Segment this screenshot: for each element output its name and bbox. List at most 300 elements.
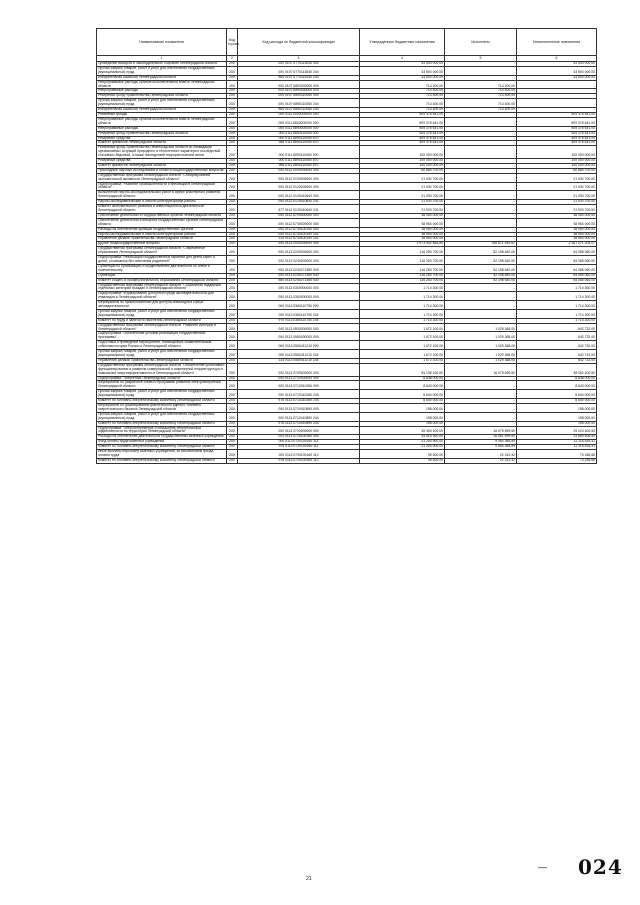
cell-approved: 8 640 000,00 [360, 399, 445, 404]
cell-line-code: 200 [227, 99, 238, 108]
table-row [97, 80, 597, 89]
cell-executed: 1 029 368,00 [445, 332, 517, 341]
cell-unexecuted: 64 085 060,00 [517, 264, 597, 273]
cell-name: Государственная программа Ленинградской области "Обеспечение устойчивого функционирования и развития коммунальной и инженерной инфраструктуры и повышение энергоэффективности в Ленинградской области" [97, 363, 227, 376]
cell-approved: 21 200 900,00 [360, 440, 445, 445]
cell-executed: 1 029 368,00 [445, 341, 517, 350]
cell-approved: 409 376 641,00 [360, 131, 445, 136]
cell-unexecuted: 1 714 300,00 [517, 292, 597, 301]
cell-class-code: 000 0113 0240000000 000 [238, 256, 360, 265]
cell-name: Комитет экономического развития и инвестиционной деятельности Ленинградской области [97, 205, 227, 214]
cell-name: Прочая закупка товаров, работ и услуг для обеспечения государственных (муниципальных) нужд [97, 309, 227, 318]
cell-unexecuted: 64 085 060,00 [517, 278, 597, 283]
cell-executed: - [445, 227, 517, 232]
cell-executed: 714 400,00 [445, 99, 517, 108]
cell-approved: 714 400,00 [360, 108, 445, 113]
cell-line-code: 200 [227, 75, 238, 80]
cell-executed: - [445, 421, 517, 426]
cell-executed: - [445, 173, 517, 182]
cell-class-code: 000 0113 0550000000 000 [238, 332, 360, 341]
cell-class-code: 000 0112 6730100150 000 [238, 227, 360, 232]
table-row [97, 363, 597, 376]
cell-approved: 38 954 000,00 [360, 237, 445, 242]
cell-class-code: 000 0113 0710000000 000 [238, 376, 360, 381]
cell-approved: 95 500,00 [360, 458, 445, 463]
cell-class-code: 000 0113 0360110750 000 [238, 301, 360, 310]
cell-name: Прикладные научные исследования в области общегосударственных вопросов [97, 168, 227, 173]
cell-approved: 1 714 300,00 [360, 318, 445, 323]
cell-class-code: 000 0112 0100000000 000 [238, 173, 360, 182]
cell-approved: 198 000,00 [360, 412, 445, 421]
cell-class-code: 000 0112 6730000000 000 [238, 218, 360, 227]
footer-dash: — [538, 862, 547, 872]
cell-executed: 786 671 440,62 [445, 242, 517, 247]
cell-class-code: 000 0113 0710410890 244 [238, 412, 360, 421]
cell-approved: 95 500,00 [360, 450, 445, 459]
cell-unexecuted: 64 085 060,00 [517, 256, 597, 265]
cell-executed: - [445, 232, 517, 237]
cell-line-code: 200 [227, 318, 238, 323]
cell-approved: 21 930 700,00 [360, 200, 445, 205]
cell-name: Комитет по топливно-энергетическому комплексу Ленинградской области [97, 445, 227, 450]
cell-name: Прочая закупка товаров, работ и услуг для обеспечения государственных (муниципальных) нужд [97, 412, 227, 421]
cell-unexecuted: 21 930 700,00 [517, 173, 597, 182]
cell-class-code: 000 0111 6890110060 870 [238, 159, 360, 164]
cell-class-code: 000 0113 0500000000 000 [238, 323, 360, 332]
cell-line-code: 200 [227, 358, 238, 363]
cell-name: Подпрограмма "Энергосбережение и повышение энергетической эффективности на территории Ленинградской области" [97, 426, 227, 435]
cell-line-code: 200 [227, 421, 238, 426]
cell-name: Резервный фонд Правительства Ленинградской области [97, 131, 227, 136]
cell-line-code: 200 [227, 435, 238, 440]
cell-class-code: 000 0113 0550411210 244 [238, 350, 360, 359]
cell-executed: 52 198 640,00 [445, 256, 517, 265]
cell-name: Прочая закупка товаров, работ и услуг для обеспечения государственных (муниципальных) нужд [97, 350, 227, 359]
cell-executed: - [445, 376, 517, 381]
cell-unexecuted: 198 000,00 [517, 421, 597, 426]
cell-line-code: 200 [227, 341, 238, 350]
cell-approved: 54 138 100,00 [360, 363, 445, 376]
cell-executed: - [445, 213, 517, 218]
cell-name: Государственная программа Ленинградской области "Современное образование Ленинградской области" [97, 247, 227, 256]
cell-unexecuted: 8 640 000,00 [517, 390, 597, 399]
cell-line-code: 200 [227, 323, 238, 332]
cell-name: Мероприятие по формированию фактического единого топливно-энергетического баланса Ленинградской области [97, 403, 227, 412]
cell-executed: 714 400,00 [445, 108, 517, 113]
cell-unexecuted: 409 376 641,00 [517, 141, 597, 146]
cell-unexecuted: 642 732,00 [517, 350, 597, 359]
cell-line-code: 200 [227, 242, 238, 247]
cell-executed: - [445, 200, 517, 205]
cell-executed: - [445, 403, 517, 412]
cell-executed: - [445, 381, 517, 390]
cell-approved: 509 376 641,00 [360, 112, 445, 117]
cell-unexecuted: 409 376 641,00 [517, 131, 597, 136]
header-approved: Утвержденные бюджетные назначения [360, 29, 445, 56]
cell-class-code: 970 0113 0360110750 244 [238, 318, 360, 323]
header-num: 4 [360, 56, 445, 62]
cell-line-code: 200 [227, 309, 238, 318]
cell-line-code: 200 [227, 450, 238, 459]
cell-line-code: 200 [227, 117, 238, 126]
cell-class-code: 000 0111 6890110060 000 [238, 146, 360, 159]
cell-line-code: 200 [227, 237, 238, 242]
budget-execution-table [96, 28, 597, 464]
cell-unexecuted: 73 186,68 [517, 450, 597, 459]
cell-unexecuted: 642 732,00 [517, 358, 597, 363]
cell-approved: 1 672 100,00 [360, 358, 445, 363]
cell-unexecuted: 64 085 060,00 [517, 273, 597, 278]
cell-executed: - [445, 182, 517, 191]
cell-executed: - [445, 75, 517, 80]
cell-name: Комитет по труду и занятости населения Ленинградской области [97, 318, 227, 323]
cell-class-code: 977 0112 0120410640 241 [238, 205, 360, 214]
cell-name: Прочая закупка товаров, работ и услуг для обеспечения государственных (муниципальных) нужд [97, 99, 227, 108]
cell-executed: - [445, 141, 517, 146]
cell-line-code: 200 [227, 278, 238, 283]
cell-unexecuted: - [517, 108, 597, 113]
cell-approved: 100 000 000,00 [360, 146, 445, 159]
cell-executed: - [445, 62, 517, 67]
cell-name: Фонд оплаты труда казенных учреждений [97, 440, 227, 445]
cell-executed: - [445, 66, 517, 75]
cell-approved: 509 376 641,00 [360, 126, 445, 131]
cell-executed: - [445, 283, 517, 292]
cell-line-code: 200 [227, 213, 238, 218]
cell-executed: - [445, 146, 517, 159]
cell-name: Комитет по топливно-энергетическому комплексу Ленинградской области [97, 399, 227, 404]
cell-unexecuted: 64 085 060,00 [517, 247, 597, 256]
cell-line-code: 200 [227, 159, 238, 164]
cell-class-code: 000 0113 0240271380 000 [238, 264, 360, 273]
cell-executed: - [445, 318, 517, 323]
cell-executed: 1 029 368,00 [445, 358, 517, 363]
cell-unexecuted: 8 640 000,00 [517, 381, 597, 390]
cell-unexecuted: 642 732,00 [517, 323, 597, 332]
cell-line-code: 200 [227, 256, 238, 265]
cell-line-code: 200 [227, 399, 238, 404]
cell-class-code: 980 0113 0240271380 530 [238, 278, 360, 283]
table-row [97, 218, 597, 227]
cell-class-code: 000 0111 6800000000 000 [238, 117, 360, 126]
cell-unexecuted: 1 714 300,00 [517, 309, 597, 318]
cell-line-code: 200 [227, 273, 238, 278]
cell-name: Подпрограмма "Обеспечение условий реализации государственной программы" [97, 332, 227, 341]
cell-executed: 22 313,32 [445, 450, 517, 459]
cell-line-code: 200 [227, 403, 238, 412]
cell-class-code: 000 0111 6890110050 000 [238, 131, 360, 136]
cell-unexecuted: 43 500 000,00 [517, 62, 597, 67]
cell-approved: 2 973 942 864,89 [360, 242, 445, 247]
cell-line-code: 200 [227, 301, 238, 310]
cell-name: Резервный фонд Правительства Ленинградской области по ликвидации чрезвычайных ситуаций природного и техногенного характера и последствий стихийных бедствий, а также последствий террористических актов [97, 146, 227, 159]
cell-line-code: 200 [227, 381, 238, 390]
cell-unexecuted: - [517, 94, 597, 99]
cell-approved: 116 283 700,00 [360, 278, 445, 283]
cell-executed: 1 029 368,00 [445, 323, 517, 332]
header-num: 3 [238, 56, 360, 62]
cell-unexecuted: 12 115 634,41 [517, 445, 597, 450]
cell-class-code: 000 0113 0710310260 000 [238, 381, 360, 390]
cell-name: Субвенции по организации и осуществлению деятельности по опеке и попечительству [97, 264, 227, 273]
cell-approved: 116 283 700,00 [360, 256, 445, 265]
cell-name: Субвенции [97, 273, 227, 278]
cell-line-code: 200 [227, 332, 238, 341]
cell-unexecuted: 1 714 300,00 [517, 301, 597, 310]
cell-line-code: 200 [227, 131, 238, 136]
cell-approved: 116 283 700,00 [360, 264, 445, 273]
cell-line-code: 200 [227, 94, 238, 99]
cell-name: Резервные средства [97, 136, 227, 141]
page-number: 21 [306, 876, 312, 882]
cell-class-code: 985 0107 6890110050 244 [238, 108, 360, 113]
table-row [97, 264, 597, 273]
cell-line-code: 200 [227, 363, 238, 376]
cell-line-code: 200 [227, 89, 238, 94]
cell-class-code: 978 0113 0720100160 111 [238, 445, 360, 450]
table-body [97, 62, 597, 464]
header-num: 2 [227, 56, 238, 62]
cell-unexecuted: 1 714 300,00 [517, 318, 597, 323]
cell-class-code: 000 0111 6890110050 870 [238, 136, 360, 141]
cell-executed: - [445, 159, 517, 164]
cell-name: Резервные средства [97, 159, 227, 164]
cell-approved: 21 930 700,00 [360, 173, 445, 182]
header-code-class: Код расхода по бюджетной классификации [238, 29, 360, 56]
cell-class-code: 978 0113 0710410890 244 [238, 421, 360, 426]
table-row [97, 309, 597, 318]
cell-approved: 714 400,00 [360, 80, 445, 89]
cell-approved: 8 838 000,00 [360, 376, 445, 381]
cell-unexecuted: 60 884 700,00 [517, 168, 597, 173]
cell-name: Управление делами Правительства Ленинградской области [97, 358, 227, 363]
cell-unexecuted: 100 000 000,00 [517, 163, 597, 168]
cell-approved: 1 672 100,00 [360, 332, 445, 341]
cell-class-code: 000 0113 0720100160 000 [238, 435, 360, 440]
cell-executed: - [445, 163, 517, 168]
cell-executed: 52 198 640,00 [445, 247, 517, 256]
cell-line-code: 200 [227, 173, 238, 182]
cell-line-code: 200 [227, 247, 238, 256]
cell-executed: 16 561 699,50 [445, 435, 517, 440]
cell-line-code: 200 [227, 426, 238, 435]
cell-executed: - [445, 205, 517, 214]
table-row [97, 146, 597, 159]
cell-line-code: 200 [227, 350, 238, 359]
cell-line-code: 200 [227, 182, 238, 191]
cell-executed: - [445, 191, 517, 200]
cell-unexecuted: 2 187 271 204,07 [517, 242, 597, 247]
cell-unexecuted: 12 115 634,41 [517, 440, 597, 445]
cell-unexecuted: 8 838 000,00 [517, 376, 597, 381]
cell-executed: - [445, 301, 517, 310]
cell-unexecuted: 38 062 400,50 [517, 363, 597, 376]
cell-name: Выполнение научно-исследовательских работ в сфере кластерного развития Ленинградской области [97, 191, 227, 200]
cell-class-code: 000 0112 0120410640 241 [238, 200, 360, 205]
cell-executed: - [445, 237, 517, 242]
cell-name: Непрограммные расходы [97, 89, 227, 94]
cell-unexecuted: 38 954 000,00 [517, 213, 597, 218]
cell-name: Избирательная комиссия Ленинградской области [97, 108, 227, 113]
cell-approved: 100 000 000,00 [360, 159, 445, 164]
cell-class-code: 978 0113 0720100160 112 [238, 458, 360, 463]
cell-unexecuted: - [517, 80, 597, 89]
cell-line-code: 200 [227, 227, 238, 232]
cell-approved: 39 815 300,00 [360, 435, 445, 440]
cell-unexecuted: 23 869 606,50 [517, 435, 597, 440]
cell-class-code: 000 0113 0360110750 244 [238, 309, 360, 318]
cell-class-code: 000 0112 0000000000 000 [238, 168, 360, 173]
cell-executed: - [445, 309, 517, 318]
cell-class-code: 000 0113 0720100160 112 [238, 450, 360, 459]
cell-name: Комитет общего и профессионального образования Ленинградской области [97, 278, 227, 283]
cell-line-code: 200 [227, 445, 238, 450]
cell-approved: 1 672 100,00 [360, 323, 445, 332]
table-row [97, 117, 597, 126]
cell-executed: - [445, 399, 517, 404]
cell-line-code: 200 [227, 218, 238, 227]
cell-line-code: 200 [227, 112, 238, 117]
table-row [97, 458, 597, 463]
cell-approved: 38 954 000,00 [360, 232, 445, 237]
cell-class-code: 000 0113 0720000000 000 [238, 426, 360, 435]
cell-line-code: 200 [227, 264, 238, 273]
cell-line-code: 200 [227, 412, 238, 421]
cell-line-code: 200 [227, 440, 238, 445]
cell-executed: - [445, 136, 517, 141]
cell-line-code: 200 [227, 126, 238, 131]
cell-approved: 1 714 300,00 [360, 309, 445, 318]
cell-line-code: 200 [227, 191, 238, 200]
cell-approved: 8 640 000,00 [360, 381, 445, 390]
cell-approved: 43 500 000,00 [360, 62, 445, 67]
cell-class-code: 000 0107 6800000000 000 [238, 80, 360, 89]
cell-unexecuted: 38 954 000,00 [517, 232, 597, 237]
cell-executed: - [445, 390, 517, 399]
cell-name: Управление делами Правительства Ленинградской области [97, 237, 227, 242]
cell-executed: 714 400,00 [445, 80, 517, 89]
cell-unexecuted: 100 000 000,00 [517, 159, 597, 164]
cell-unexecuted: 29 224 400,50 [517, 426, 597, 435]
header-num: 5 [445, 56, 517, 62]
cell-name: Непрограммные расходы органов исполнительной власти Ленинградской области [97, 117, 227, 126]
cell-name: Непрограммные расходы [97, 126, 227, 131]
cell-executed: 9 084 385,59 [445, 440, 517, 445]
cell-executed: 16 075 699,50 [445, 426, 517, 435]
cell-class-code: 000 0113 0240271380 530 [238, 273, 360, 278]
cell-class-code: 000 0113 0200000000 000 [238, 247, 360, 256]
cell-approved: 1 672 100,00 [360, 350, 445, 359]
cell-unexecuted: 43 500 000,00 [517, 66, 597, 75]
cell-class-code: 000 0112 6700000000 000 [238, 213, 360, 218]
cell-executed: 52 198 640,00 [445, 273, 517, 278]
cell-line-code: 200 [227, 62, 238, 67]
cell-class-code: 985 0111 6890110050 870 [238, 141, 360, 146]
cell-approved: 21 200 900,00 [360, 445, 445, 450]
cell-class-code: 000 0112 0120000000 000 [238, 182, 360, 191]
cell-name: Расходы на обеспечение функций государственных органов [97, 227, 227, 232]
cell-approved: 1 714 300,00 [360, 292, 445, 301]
cell-approved: 714 400,00 [360, 99, 445, 108]
cell-name: Подготовка и проведение мероприятий, посвященных знаменательным событиям истории России и Ленинградской области [97, 341, 227, 350]
cell-class-code: 985 0107 6770113040 244 [238, 75, 360, 80]
cell-class-code: 000 0107 6890110050 244 [238, 99, 360, 108]
cell-executed: 52 198 640,00 [445, 264, 517, 273]
cell-approved: 21 930 700,00 [360, 191, 445, 200]
cell-unexecuted: 198 000,00 [517, 412, 597, 421]
cell-executed: - [445, 168, 517, 173]
cell-approved: 21 930 700,00 [360, 205, 445, 214]
cell-unexecuted: 21 930 700,00 [517, 205, 597, 214]
cell-unexecuted: 38 954 000,00 [517, 237, 597, 242]
cell-line-code: 200 [227, 390, 238, 399]
table-row [97, 173, 597, 182]
cell-line-code: 200 [227, 232, 238, 237]
cell-approved: 45 300 100,00 [360, 426, 445, 435]
cell-unexecuted: 73 186,68 [517, 458, 597, 463]
cell-class-code: 000 0113 0700000000 000 [238, 363, 360, 376]
cell-approved: 409 376 641,00 [360, 136, 445, 141]
cell-name: Государственная программа Ленинградской области "Стимулирование экономической активности Ленинградской области" [97, 173, 227, 182]
cell-class-code: 000 0113 0710310260 244 [238, 390, 360, 399]
table-row [97, 403, 597, 412]
cell-approved: 60 884 700,00 [360, 168, 445, 173]
cell-class-code: 133 0113 0550411210 244 [238, 358, 360, 363]
cell-executed: 714 400,00 [445, 89, 517, 94]
cell-name: Государственная программа Ленинградской области "Социальная поддержка отдельных категорий граждан в Ленинградской области" [97, 283, 227, 292]
cell-executed: 52 198 640,00 [445, 278, 517, 283]
cell-name: Подпрограмма "Формирование доступной среды жизнедеятельности для инвалидов в Ленинградской области" [97, 292, 227, 301]
cell-name: Резервный фонд Правительства Ленинградской области [97, 94, 227, 99]
cell-line-code: 200 [227, 458, 238, 463]
cell-executed: - [445, 112, 517, 117]
cell-unexecuted: 642 732,00 [517, 332, 597, 341]
cell-class-code: 000 0112 6730100150 241 [238, 232, 360, 237]
cell-class-code: 000 0113 0300000000 000 [238, 283, 360, 292]
cell-line-code: 200 [227, 200, 238, 205]
cell-approved: 198 000,00 [360, 403, 445, 412]
cell-approved: 409 376 641,00 [360, 141, 445, 146]
sheet-stamp-number: 024 [578, 855, 623, 879]
cell-name: Комитет по топливно-энергетическому комплексу Ленинградской области [97, 421, 227, 426]
cell-approved: 714 400,00 [360, 89, 445, 94]
cell-name: Обеспечение деятельности аппарата государственных органов Ленинградской области [97, 218, 227, 227]
cell-unexecuted: 509 376 641,00 [517, 117, 597, 126]
cell-approved: 509 376 641,00 [360, 117, 445, 126]
cell-name: Подпрограмма "Энергетика Ленинградской области" [97, 376, 227, 381]
cell-executed: - [445, 117, 517, 126]
cell-class-code: 000 0113 0000000000 000 [238, 242, 360, 247]
cell-line-code: 200 [227, 205, 238, 214]
cell-class-code: 978 0113 0710310260 244 [238, 399, 360, 404]
cell-unexecuted: 21 930 700,00 [517, 200, 597, 205]
cell-approved: 8 640 000,00 [360, 390, 445, 399]
cell-name: Комитет по топливно-энергетическому комплексу Ленинградской области [97, 458, 227, 463]
header-name: Наименование показателя [97, 29, 227, 56]
cell-name: Прочая закупка товаров, работ и услуг для обеспечения государственных (муниципальных) нужд [97, 390, 227, 399]
cell-name: Проведение выборов в Законодательное собрание Ленинградской области [97, 62, 227, 67]
cell-name: Комитет финансов Ленинградской области [97, 141, 227, 146]
cell-unexecuted: 8 640 000,00 [517, 399, 597, 404]
cell-unexecuted: 38 954 000,00 [517, 227, 597, 232]
cell-class-code: 000 0113 0550411210 000 [238, 341, 360, 350]
cell-name: Комитет финансов Ленинградской области [97, 163, 227, 168]
cell-executed: - [445, 292, 517, 301]
cell-name: Подпрограмма "Развитие промышленности и инноваций в Ленинградской области" [97, 182, 227, 191]
cell-line-code: 200 [227, 136, 238, 141]
cell-name: Мероприятия по приспособлению для доступа инвалидов в сфере жизнедеятельности [97, 301, 227, 310]
cell-name: Непрограммные расходы органов исполнительной власти Ленинградской области [97, 80, 227, 89]
